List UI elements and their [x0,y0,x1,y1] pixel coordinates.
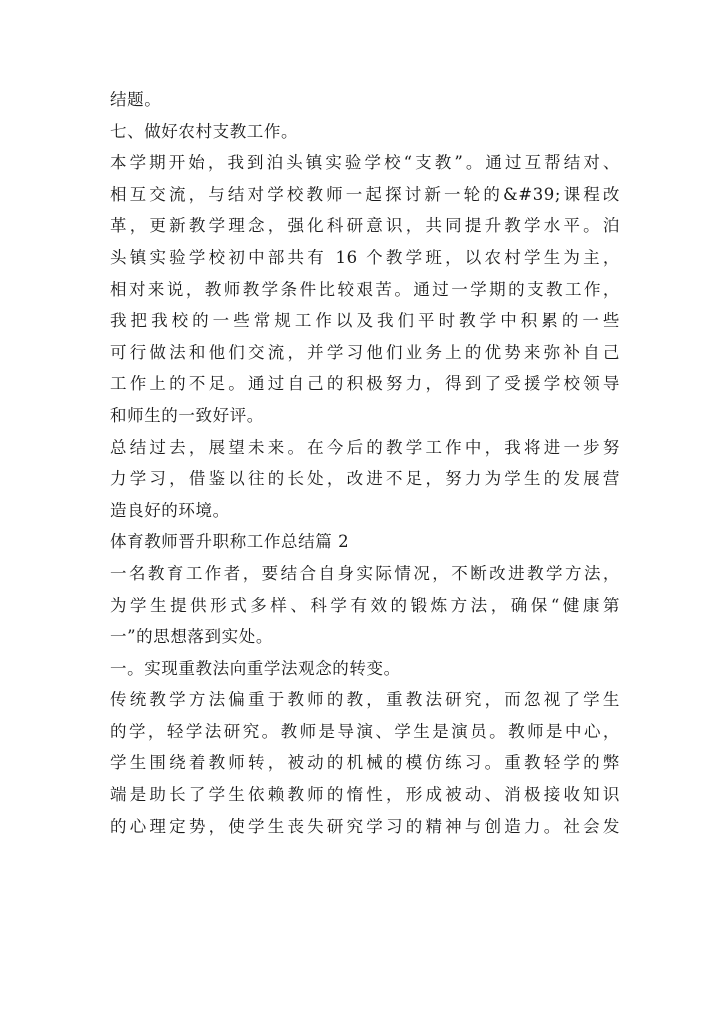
text-line: 七、做好农村支教工作。 [110,121,299,141]
text-line: 端是助长了学生依赖教师的惰性，形成被动、消极接收知识 [110,785,620,805]
text-line: 可行做法和他们交流，并学习他们业务上的优势来弥补自己 [110,342,620,362]
text-line: 一”的思想落到实处。 [110,627,273,647]
text-line: 结题。 [110,90,162,109]
text-line: 的心理定势，使学生丧失研究学习的精神与创造力。社会发 [110,816,620,836]
text-line: 力学习，借鉴以往的长处，改进不足，努力为学生的发展营 [110,469,620,489]
text-line: 一名教育工作者，要结合自身实际情况，不断改进教学方法， [110,563,620,583]
text-line: 的学，轻学法研究。教师是导演、学生是演员。教师是中心， [110,721,620,741]
text-line: 和师生的一致好评。 [110,405,264,425]
text-line: 传统教学方法偏重于教师的教，重教法研究，而忽视了学生 [110,690,620,710]
text-line: 一。实现重教法向重学法观念的转变。 [110,658,401,678]
text-line: 革，更新教学理念，强化科研意识，共同提升教学水平。泊 [110,216,620,236]
document-body [110,84,620,842]
text-line: 学生围绕着教师转，被动的机械的模仿练习。重教轻学的弊 [110,753,620,773]
text-line: 头镇实验学校初中部共有 16 个教学班，以农村学生为主， [110,247,620,267]
text-line: 为学生提供形式多样、科学有效的锻炼方法，确保“健康第 [110,595,620,615]
text-line: 相互交流，与结对学校教师一起探讨新一轮的&#39;课程改 [110,184,620,204]
text-line: 工作上的不足。通过自己的积极努力，得到了受援学校领导 [110,374,620,394]
text-line: 本学期开始，我到泊头镇实验学校“支教”。通过互帮结对、 [110,153,620,173]
text-line: 总结过去，展望未来。在今后的教学工作中，我将进一步努 [110,437,620,457]
text-line: 体育教师晋升职称工作总结篇 2 [110,532,350,552]
text-line: 我把我校的一些常规工作以及我们平时教学中积累的一些 [110,311,620,331]
text-line: 造良好的环境。 [110,500,230,520]
text-line: 相对来说，教师教学条件比较艰苦。通过一学期的支教工作， [110,279,620,299]
